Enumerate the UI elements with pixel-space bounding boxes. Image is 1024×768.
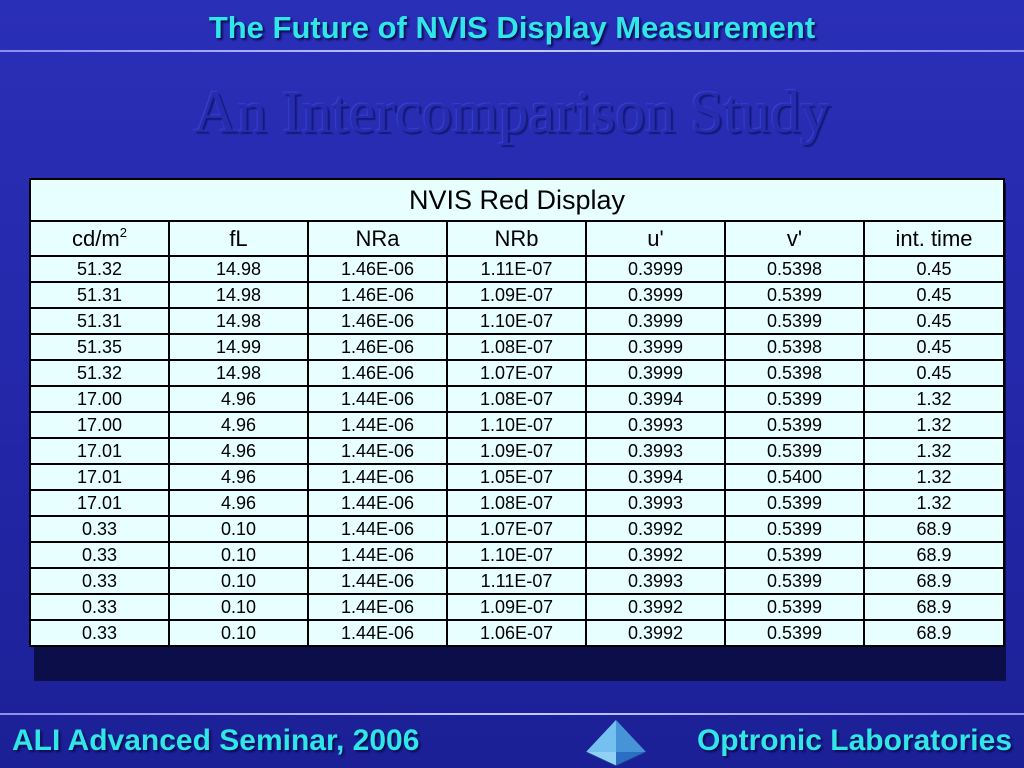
header-cdm-exponent: 2 <box>119 224 127 240</box>
table-cell: 17.01 <box>30 438 169 464</box>
table-cell: 1.44E-06 <box>308 438 447 464</box>
table-cell: 17.00 <box>30 412 169 438</box>
table-body <box>30 256 1004 646</box>
table-cell: 0.3993 <box>586 568 725 594</box>
table-cell: 0.3993 <box>586 412 725 438</box>
table-cell: 1.08E-07 <box>447 334 586 360</box>
table-cell: 14.98 <box>169 282 308 308</box>
table-cell: 1.46E-06 <box>308 282 447 308</box>
footer-divider <box>0 713 1024 715</box>
table-cell: 14.99 <box>169 334 308 360</box>
table-cell: 1.44E-06 <box>308 386 447 412</box>
header-nrb: NRb <box>447 221 586 256</box>
table-cell: 1.46E-06 <box>308 256 447 282</box>
header-cdm <box>30 221 169 256</box>
table-row <box>30 516 1004 542</box>
table-cell: 1.44E-06 <box>308 594 447 620</box>
table-cell: 4.96 <box>169 438 308 464</box>
table-cell: 0.5399 <box>725 542 864 568</box>
table-cell: 0.3999 <box>586 308 725 334</box>
table-cell: 51.31 <box>30 282 169 308</box>
table-cell: 14.98 <box>169 360 308 386</box>
table-cell: 1.11E-07 <box>447 256 586 282</box>
table-cell: 0.3993 <box>586 438 725 464</box>
table-cell: 1.46E-06 <box>308 360 447 386</box>
table-cell: 1.32 <box>864 386 1004 412</box>
table-cell: 1.44E-06 <box>308 464 447 490</box>
table-cell: 1.10E-07 <box>447 308 586 334</box>
table-cell: 0.5399 <box>725 490 864 516</box>
table-row <box>30 542 1004 568</box>
table-cell: 0.33 <box>30 594 169 620</box>
table-cell: 17.01 <box>30 490 169 516</box>
table-cell: 1.44E-06 <box>308 542 447 568</box>
table-cell: 0.5399 <box>725 308 864 334</box>
table-cell: 0.10 <box>169 568 308 594</box>
table-cell: 0.3993 <box>586 490 725 516</box>
table-cell: 0.3992 <box>586 594 725 620</box>
table-cell: 0.3994 <box>586 386 725 412</box>
nvis-data-table <box>29 178 1005 647</box>
header-nra: NRa <box>308 221 447 256</box>
header-u-prime: u' <box>586 221 725 256</box>
table-cell: 1.08E-07 <box>447 490 586 516</box>
table-cell: 0.5399 <box>725 594 864 620</box>
table-cell: 1.32 <box>864 412 1004 438</box>
table-cell: 0.5399 <box>725 620 864 646</box>
table-cell: 1.44E-06 <box>308 568 447 594</box>
table-row <box>30 438 1004 464</box>
table-row <box>30 620 1004 646</box>
table-cell: 68.9 <box>864 620 1004 646</box>
table-cell: 1.44E-06 <box>308 412 447 438</box>
table-cell: 68.9 <box>864 568 1004 594</box>
table-cell: 4.96 <box>169 412 308 438</box>
table-cell: 0.33 <box>30 516 169 542</box>
table-cell: 0.10 <box>169 542 308 568</box>
table-cell: 0.5399 <box>725 516 864 542</box>
footer-company: Optronic Laboratories <box>696 724 1012 757</box>
table-cell: 0.3999 <box>586 282 725 308</box>
table-cell: 1.46E-06 <box>308 334 447 360</box>
table-cell: 0.5399 <box>725 568 864 594</box>
header-v-prime: v' <box>725 221 864 256</box>
footer-seminar: ALI Advanced Seminar, 2006 <box>12 724 420 757</box>
table-cell: 1.07E-07 <box>447 360 586 386</box>
table-cell: 0.45 <box>864 360 1004 386</box>
table-cell: 0.3992 <box>586 620 725 646</box>
table-cell: 51.31 <box>30 308 169 334</box>
table-cell: 1.07E-07 <box>447 516 586 542</box>
table-cell: 0.3999 <box>586 360 725 386</box>
table-cell: 68.9 <box>864 516 1004 542</box>
header-fl: fL <box>169 221 308 256</box>
table-cell: 1.32 <box>864 438 1004 464</box>
table-cell: 0.33 <box>30 568 169 594</box>
header-row <box>30 221 1004 256</box>
table-cell: 1.11E-07 <box>447 568 586 594</box>
table-cell: 4.96 <box>169 490 308 516</box>
table-cell: 0.45 <box>864 308 1004 334</box>
header-int-time: int. time <box>864 221 1004 256</box>
table-row <box>30 490 1004 516</box>
table-cell: 51.35 <box>30 334 169 360</box>
table-cell: 0.10 <box>169 516 308 542</box>
title-divider <box>0 50 1024 52</box>
table-cell: 68.9 <box>864 542 1004 568</box>
table-row <box>30 308 1004 334</box>
table-cell: 0.3999 <box>586 256 725 282</box>
table-cell: 1.09E-07 <box>447 594 586 620</box>
table-row <box>30 464 1004 490</box>
table-cell: 0.33 <box>30 620 169 646</box>
table-cell: 1.09E-07 <box>447 282 586 308</box>
table-caption: NVIS Red Display <box>30 179 1004 221</box>
table-row <box>30 412 1004 438</box>
table-cell: 17.00 <box>30 386 169 412</box>
table-cell: 1.44E-06 <box>308 620 447 646</box>
table-cell: 1.09E-07 <box>447 438 586 464</box>
table-cell: 0.3994 <box>586 464 725 490</box>
table-cell: 0.10 <box>169 594 308 620</box>
table-cell: 0.45 <box>864 282 1004 308</box>
pyramid-logo-icon <box>584 718 648 768</box>
table-cell: 0.5399 <box>725 282 864 308</box>
table-cell: 0.45 <box>864 256 1004 282</box>
table-cell: 1.10E-07 <box>447 412 586 438</box>
table-cell: 0.5399 <box>725 438 864 464</box>
table-cell: 1.05E-07 <box>447 464 586 490</box>
table-cell: 68.9 <box>864 594 1004 620</box>
table-row <box>30 282 1004 308</box>
table-row <box>30 594 1004 620</box>
table-cell: 1.32 <box>864 464 1004 490</box>
table-cell: 51.32 <box>30 360 169 386</box>
table-cell: 0.5398 <box>725 256 864 282</box>
table-cell: 1.46E-06 <box>308 308 447 334</box>
table-cell: 0.10 <box>169 620 308 646</box>
table-cell: 0.3992 <box>586 542 725 568</box>
table-row <box>30 568 1004 594</box>
table-cell: 1.32 <box>864 490 1004 516</box>
table-cell: 0.5398 <box>725 334 864 360</box>
table-cell: 0.3992 <box>586 516 725 542</box>
table-cell: 17.01 <box>30 464 169 490</box>
table-row <box>30 360 1004 386</box>
table-cell: 0.33 <box>30 542 169 568</box>
table-cell: 4.96 <box>169 386 308 412</box>
table-cell: 0.3999 <box>586 334 725 360</box>
table-cell: 1.06E-07 <box>447 620 586 646</box>
table-cell: 0.45 <box>864 334 1004 360</box>
table-cell: 0.5399 <box>725 412 864 438</box>
table-cell: 1.44E-06 <box>308 516 447 542</box>
table-row <box>30 386 1004 412</box>
table-row <box>30 334 1004 360</box>
table-cell: 14.98 <box>169 256 308 282</box>
table-cell: 14.98 <box>169 308 308 334</box>
slide-subtitle: An Intercomparison Study <box>193 79 831 145</box>
table-cell: 0.5399 <box>725 386 864 412</box>
table-cell: 0.5398 <box>725 360 864 386</box>
table-cell: 1.08E-07 <box>447 386 586 412</box>
table-cell: 4.96 <box>169 464 308 490</box>
table-cell: 51.32 <box>30 256 169 282</box>
table-cell: 0.5400 <box>725 464 864 490</box>
table-cell: 1.10E-07 <box>447 542 586 568</box>
table-row <box>30 256 1004 282</box>
slide-title: The Future of NVIS Display Measurement <box>208 10 816 45</box>
table-cell: 1.44E-06 <box>308 490 447 516</box>
header-cdm-base: cd/m <box>72 225 120 251</box>
